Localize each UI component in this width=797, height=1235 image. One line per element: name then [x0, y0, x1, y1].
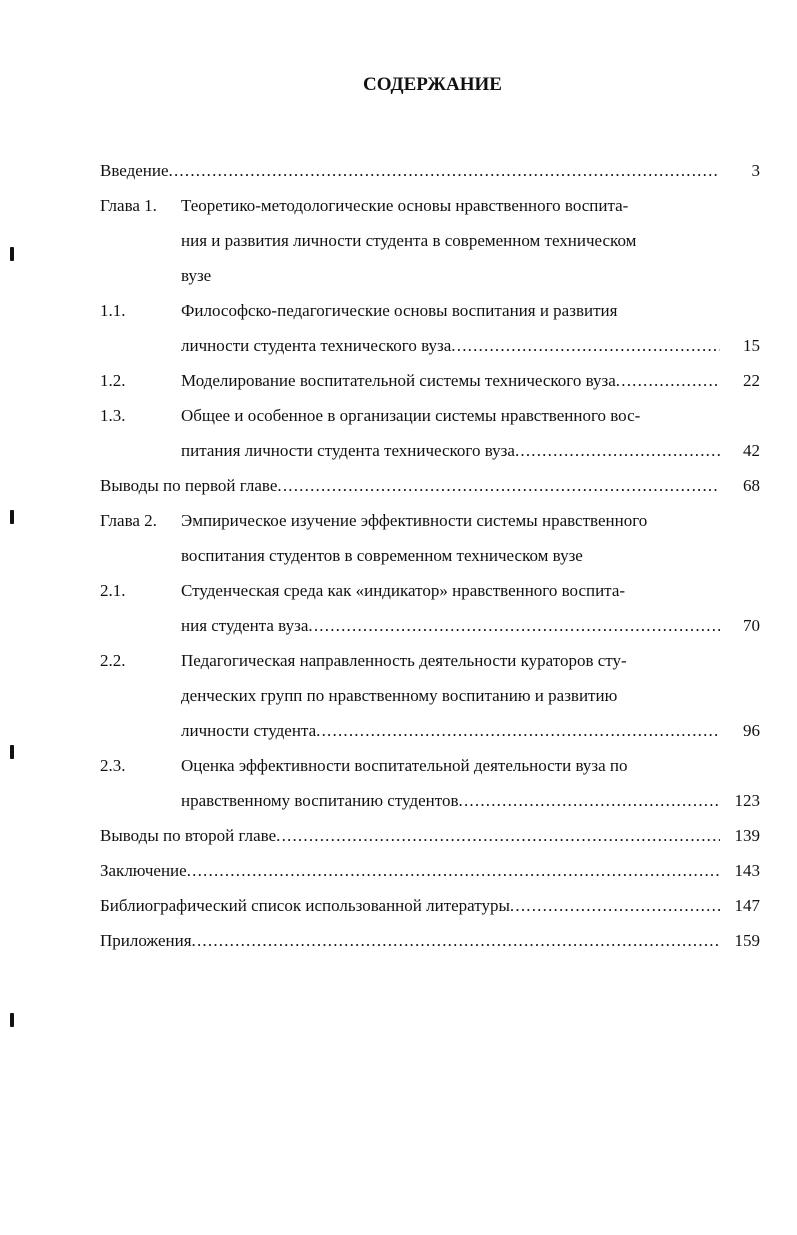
toc-entry-title: вузе [181, 266, 212, 285]
dot-leader [169, 153, 720, 188]
toc-entry-title: нравственному воспитанию студентов [181, 791, 459, 810]
toc-line [100, 293, 760, 328]
dot-leader [616, 363, 720, 398]
toc-entry-title: Выводы по второй главе [100, 826, 277, 845]
toc-leader [181, 363, 720, 398]
toc-line [100, 853, 760, 888]
toc-entry-title: личности студента технического вуза [181, 336, 452, 355]
dot-leader [316, 713, 720, 748]
toc-line [100, 678, 760, 713]
toc-line [100, 713, 760, 748]
toc-line [100, 223, 760, 258]
margin-mark [10, 510, 14, 524]
dot-leader [515, 433, 720, 468]
toc-line [100, 643, 760, 678]
toc-entry-number: 2.3. [100, 756, 126, 775]
margin-mark [10, 247, 14, 261]
toc-entry-title: воспитания студентов в современном техническом вузе [181, 546, 583, 565]
toc-page-number: 147 [734, 896, 760, 915]
toc-page-number: 139 [734, 826, 760, 845]
toc-line [100, 818, 760, 853]
toc-line [100, 188, 760, 223]
toc-leader [181, 328, 720, 363]
toc-entry-title: Эмпирическое изучение эффективности системы нравственного [181, 511, 648, 530]
toc-entry-title: питания личности студента технического вуза [181, 441, 515, 460]
toc-entry-title: Оценка эффективности воспитательной деятельности вуза по [181, 756, 628, 775]
toc-page-number: 3 [751, 161, 760, 180]
toc-entry-number: 1.2. [100, 371, 126, 390]
toc-line [100, 468, 760, 503]
margin-mark [10, 1013, 14, 1027]
toc-page-number: 22 [743, 371, 760, 390]
toc-entry-title: личности студента [181, 721, 317, 740]
toc-page-number: 15 [743, 336, 760, 355]
dot-leader [451, 328, 720, 363]
dot-leader [459, 783, 720, 818]
toc-page-number: 96 [743, 721, 760, 740]
toc-entry-number: 1.1. [100, 301, 126, 320]
toc-line [100, 258, 760, 293]
toc-line [100, 783, 760, 818]
margin-mark [10, 745, 14, 759]
toc-line [100, 888, 760, 923]
toc-line [100, 923, 760, 958]
toc-leader [181, 608, 720, 643]
toc-leader [181, 783, 720, 818]
toc-entry-title: Библиографический список использованной литературы [100, 896, 510, 915]
toc-page-number: 68 [743, 476, 760, 495]
dot-leader [192, 923, 720, 958]
toc-entry-title: Приложения [100, 931, 192, 950]
toc-leader [100, 853, 720, 888]
toc-line [100, 748, 760, 783]
toc-entry-title: Введение [100, 161, 169, 180]
toc-entry-number: 2.2. [100, 651, 126, 670]
toc-entry-title: Педагогическая направленность деятельности кураторов сту- [181, 651, 627, 670]
toc-line [100, 398, 760, 433]
dot-leader [308, 608, 720, 643]
toc-entry-title: Заключение [100, 861, 187, 880]
toc-entry-title: Философско-педагогические основы воспитания и развития [181, 301, 618, 320]
toc-leader [181, 433, 720, 468]
toc-page-number: 159 [734, 931, 760, 950]
toc-entry-title: Студенческая среда как «индикатор» нравственного воспита- [181, 581, 626, 600]
toc-line [100, 328, 760, 363]
toc-leader [100, 468, 720, 503]
toc-entry-number: Глава 1. [100, 196, 157, 215]
toc-leader [181, 713, 720, 748]
toc-page-number: 42 [743, 441, 760, 460]
toc-entry-title: Моделирование воспитательной системы технического вуза [181, 371, 616, 390]
toc-entry-number: 2.1. [100, 581, 126, 600]
toc-entry-title: денческих групп по нравственному воспитанию и развитию [181, 686, 618, 705]
toc-leader [100, 923, 720, 958]
toc-title: СОДЕРЖАНИЕ [363, 74, 502, 95]
dot-leader [187, 853, 720, 888]
toc-leader [100, 818, 720, 853]
toc-line [100, 503, 760, 538]
toc-page-number: 143 [734, 861, 760, 880]
toc-line [100, 608, 760, 643]
toc-entry-number: 1.3. [100, 406, 126, 425]
toc-entry-title: ния и развития личности студента в современном техническом [181, 231, 637, 250]
toc-line [100, 153, 760, 188]
toc-title-wrap [0, 74, 797, 96]
toc-line [100, 433, 760, 468]
dot-leader [277, 468, 720, 503]
dot-leader [276, 818, 720, 853]
toc-entry-title: Теоретико-методологические основы нравственного воспита- [181, 196, 629, 215]
toc-entry-number: Глава 2. [100, 511, 157, 530]
toc-line [100, 363, 760, 398]
toc-page-number: 123 [734, 791, 760, 810]
toc-leader [100, 153, 720, 188]
toc-page-number: 70 [743, 616, 760, 635]
toc-leader [100, 888, 720, 923]
toc-entry-title: Общее и особенное в организации системы нравственного вос- [181, 406, 641, 425]
toc-line [100, 538, 760, 573]
dot-leader [510, 888, 720, 923]
toc-entry-title: Выводы по первой главе [100, 476, 278, 495]
toc-line [100, 573, 760, 608]
table-of-contents [100, 153, 760, 958]
toc-entry-title: ния студента вуза [181, 616, 309, 635]
